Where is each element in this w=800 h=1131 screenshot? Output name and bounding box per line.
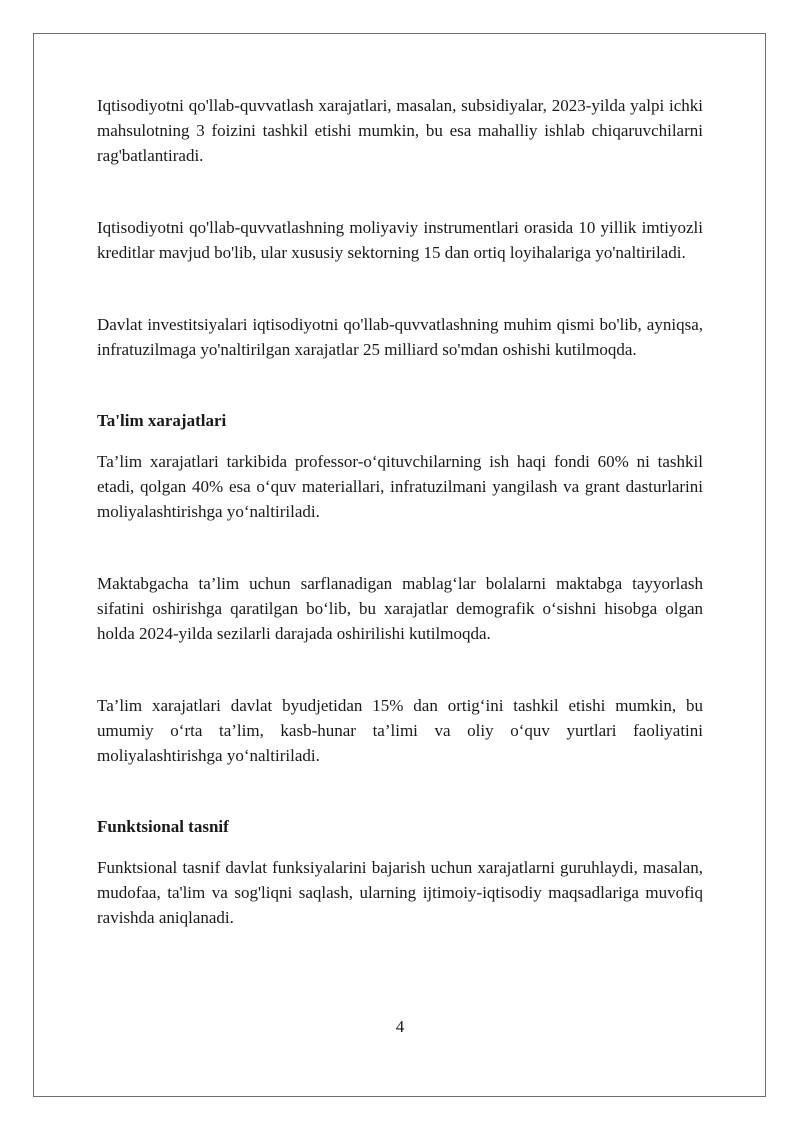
section-heading-education-expenses: Ta'lim xarajatlari: [97, 411, 227, 430]
page-number: 4: [395, 1017, 405, 1036]
paragraph-subsidies: Iqtisodiyotni qo'llab-quvvatlash xarajatlari, masalan, subsidiyalar, 2023-yilda yalpi ichki mahsulotning 3 foizini tashkil etishi mumkin, bu esa mahalliy ishlab chiqaruvchilarni rag'batlantiradi.: [97, 96, 703, 165]
paragraph-education-budget-share: Ta’lim xarajatlari davlat byudjetidan 15% dan ortig‘ini tashkil etishi mumkin, bu umumiy o‘rta ta’lim, kasb-hunar ta’limi va oliy o‘quv yurtlari faoliyatini moliyalashtirishga yo‘naltiriladi.: [97, 696, 703, 765]
page-content: [97, 93, 703, 930]
paragraph-preschool-education: Maktabgacha ta’lim uchun sarflanadigan mablag‘lar bolalarni maktabga tayyorlash sifatini oshirishga qaratilgan bo‘lib, bu xarajatlar demografik o‘sishni hisobga olgan holda 2024-yilda sezilarli darajada oshirilishi kutilmoqda.: [97, 574, 703, 643]
section-heading-functional-classification: Funktsional tasnif: [97, 817, 229, 836]
paragraph-education-structure: Ta’lim xarajatlari tarkibida professor-o‘qituvchilarning ish haqi fondi 60% ni tashkil etadi, qolgan 40% esa o‘quv materiallari, infratuzilmani yangilash va grant dasturlarini moliyalashtirishga yo‘naltiriladi.: [97, 452, 703, 521]
paragraph-state-investments: Davlat investitsiyalari iqtisodiyotni qo'llab-quvvatlashning muhim qismi bo'lib, ayniqsa, infratuzilmaga yo'naltirilgan xarajatlar 25 milliard so'mdan oshishi kutilmoqda.: [97, 315, 703, 359]
paragraph-preferential-credits: Iqtisodiyotni qo'llab-quvvatlashning moliyaviy instrumentlari orasida 10 yillik imtiyozli kreditlar mavjud bo'lib, ular xususiy sektorning 15 dan ortiq loyihalariga yo'naltiriladi.: [97, 218, 703, 262]
paragraph-functional-classification: Funktsional tasnif davlat funksiyalarini bajarish uchun xarajatlarni guruhlaydi, masalan, mudofaa, ta'lim va sog'liqni saqlash, ularning ijtimoiy-iqtisodiy maqsadlariga muvofiq ravishda aniqlanadi.: [97, 858, 703, 927]
